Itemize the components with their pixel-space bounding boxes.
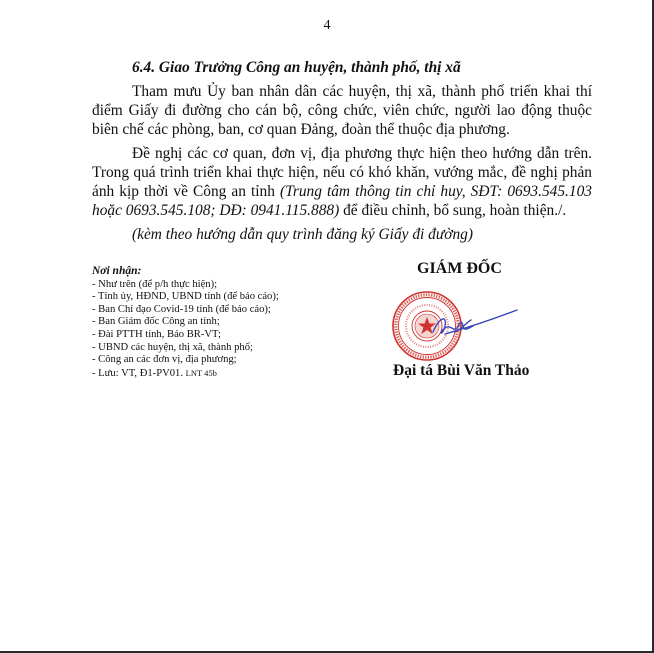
paragraph-2-contact: (Trung tâm thông tin chỉ huy, SĐT: 0693.545.103 hoặc 0693.545.108; DĐ: 0941.115.888) xyxy=(92,183,592,219)
signature-title: GIÁM ĐỐC xyxy=(417,260,502,277)
recipient-item: - Đài PTTH tỉnh, Báo BR-VT; xyxy=(92,328,221,340)
recipient-item: - UBND các huyện, thị xã, thành phố; xyxy=(92,341,253,353)
recipients-title: Nơi nhận: xyxy=(92,265,142,277)
recipient-item: - Công an các đơn vị, địa phương; xyxy=(92,354,237,366)
paragraph-2 xyxy=(92,144,592,220)
section-heading: 6.4. Giao Trưởng Công an huyện, thành phố, thị xã xyxy=(132,59,461,76)
recipient-item: - Lưu: VT, Đ1-PV01. xyxy=(92,367,183,379)
signer-name: Đại tá Bùi Văn Thảo xyxy=(393,362,530,379)
official-seal-and-signature xyxy=(389,288,519,368)
recipient-item: - Ban Giám đốc Công an tỉnh; xyxy=(92,316,220,328)
attachment-note: (kèm theo hướng dẫn quy trình đăng ký Giấy đi đường) xyxy=(132,226,473,243)
paragraph-1: Tham mưu Ủy ban nhân dân các huyện, thị xã, thành phố triển khai thí điểm Giấy đi đường cho cán bộ, công chức, viên chức, người lao động thuộc biên chế các phòng, ban, cơ quan Đảng, đoàn thể thuộc địa phương. xyxy=(92,83,592,138)
recipient-item: - Như trên (để p/h thực hiện); xyxy=(92,278,218,290)
archive-code: LNT 45b xyxy=(185,367,217,378)
page-number: 4 xyxy=(323,18,331,33)
recipient-item-archive xyxy=(92,367,352,381)
recipient-item: - Ban Chỉ đạo Covid-19 tỉnh (để báo cáo); xyxy=(92,303,271,315)
paragraph-2-text: Đề nghị các cơ quan, đơn vị, địa phương thực hiện theo hướng dẫn trên. Trong quá trình triển khai thực hiện, nếu có khó khăn, vướng mắc, đề nghị phản ánh kịp thời về Công an tỉnh xyxy=(92,145,592,200)
recipient-item: - Tỉnh ủy, HĐND, UBND tỉnh (để báo cáo); xyxy=(92,291,279,303)
paragraph-2-end: để điều chỉnh, bổ sung, hoàn thiện./. xyxy=(339,202,567,219)
seal-icon xyxy=(393,292,461,360)
main-content xyxy=(92,58,592,244)
recipients-block xyxy=(92,265,352,380)
signature-icon xyxy=(433,310,517,334)
